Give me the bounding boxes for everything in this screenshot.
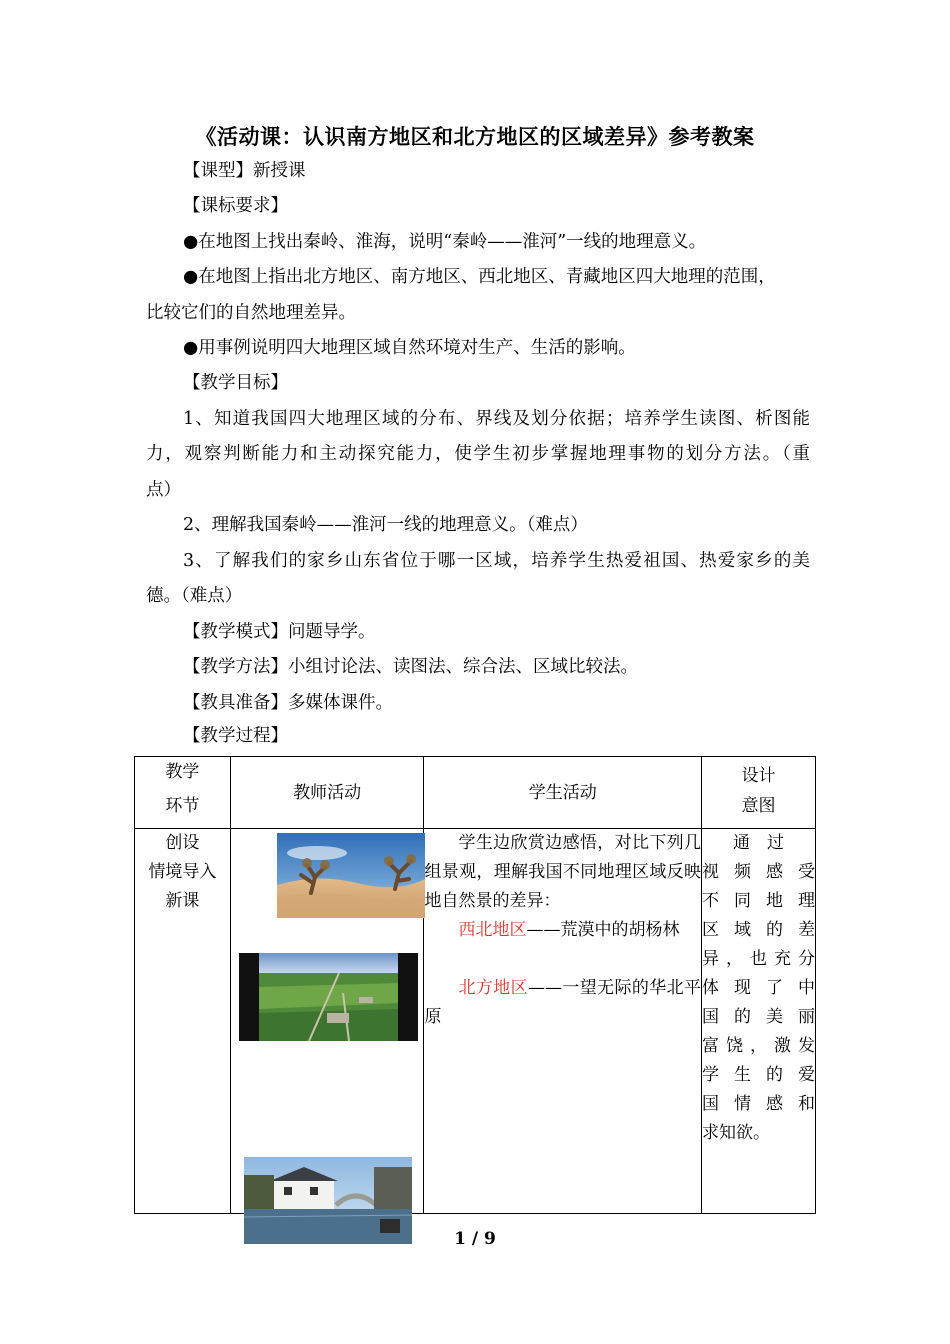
teaching-aids: 【教具准备】多媒体课件。 — [183, 693, 393, 713]
teaching-mode: 【教学模式】问题导学。 — [183, 622, 376, 642]
design-line: 区域的差 — [702, 920, 815, 940]
student-activity-cell — [424, 829, 702, 1214]
design-line: 国的美丽 — [702, 1007, 815, 1027]
curriculum-item-3: ●用事例说明四大地理区域自然环境对生产、生活的影响。 — [183, 338, 636, 358]
header-design-line1: 设计 — [741, 766, 776, 786]
curriculum-item-1: ●在地图上找出秦岭、淮海，说明“秦岭——淮河”一线的地理意义。 — [183, 232, 707, 252]
design-line: 富饶，激发 — [702, 1036, 815, 1056]
region-label-northwest: 西北地区 — [458, 920, 527, 940]
objectives-heading: 【教学目标】 — [183, 373, 288, 393]
stage-cell — [135, 829, 231, 1214]
design-line: 异，也充分 — [702, 949, 815, 969]
document-title: 《活动课：认识南方地区和北方地区的区域差异》参考教案 — [195, 124, 755, 149]
header-stage — [135, 757, 231, 829]
design-line: 学生的爱 — [702, 1065, 815, 1085]
stage-line: 情境导入 — [148, 862, 217, 882]
teacher-activity-cell — [230, 829, 424, 1214]
header-design-line2: 意图 — [741, 796, 776, 816]
curriculum-heading: 【课标要求】 — [183, 196, 288, 216]
header-stage-line1: 教学 — [165, 762, 200, 782]
header-student: 学生活动 — [424, 757, 702, 829]
objective-2: 2、理解我国秦岭——淮河一线的地理意义。（难点） — [183, 515, 588, 535]
curriculum-item-2-line1: ●在地图上指出北方地区、南方地区、西北地区、青藏地区四大地理的范围， — [183, 267, 776, 287]
page-number: 1 / 9 — [454, 1229, 496, 1249]
curriculum-item-2-line2: 比较它们的自然地理差异。 — [146, 303, 356, 323]
design-line: 求知欲。 — [702, 1123, 771, 1143]
teaching-methods: 【教学方法】小组讨论法、读图法、综合法、区域比较法。 — [183, 657, 638, 677]
landscape-item-northwest — [424, 916, 701, 945]
objective-1-line2: 力，观察判断能力和主动探究能力，使学生初步掌握地理事物的划分方法。（重 — [146, 444, 810, 464]
landscape-desc: ——一望无际的华北平原 — [424, 978, 702, 1027]
lesson-type: 【课型】新授课 — [183, 161, 306, 181]
stage-line: 新课 — [165, 891, 200, 911]
desert-poplar-photo — [277, 833, 425, 918]
objective-1-line3: 点） — [146, 480, 181, 500]
design-line: 国情感和 — [702, 1094, 815, 1114]
design-line: 视频感受 — [702, 862, 815, 882]
objective-3-line1: 3、了解我们的家乡山东省位于哪一区域，培养学生热爱祖国、热爱家乡的美 — [183, 551, 810, 571]
design-line: 不同地理 — [702, 891, 815, 911]
process-heading: 【教学过程】 — [183, 726, 288, 746]
header-design — [702, 757, 816, 829]
landscape-item-north — [424, 974, 701, 1032]
region-label-north: 北方地区 — [458, 978, 528, 998]
design-intent-cell — [702, 829, 816, 1214]
design-line: 通 过 — [733, 833, 785, 853]
design-line: 体现了中 — [702, 978, 815, 998]
table-row — [135, 829, 816, 1214]
stage-line: 创设 — [165, 833, 200, 853]
objective-1-line1: 1、知道我国四大地理区域的分布、界线及划分依据；培养学生读图、析图能 — [183, 409, 810, 429]
north-china-plain-photo — [239, 953, 418, 1041]
landscape-desc: ——荒漠中的胡杨林 — [526, 920, 680, 940]
header-stage-line2: 环节 — [165, 796, 200, 816]
student-intro: 学生边欣赏边感悟，对比下列几组景观，理解我国不同地理区域反映地自然景的差异： — [424, 833, 702, 911]
table-header-row — [135, 757, 816, 829]
objective-3-line2: 德。（难点） — [146, 586, 243, 606]
header-teacher: 教师活动 — [230, 757, 424, 829]
process-table — [134, 756, 816, 1214]
